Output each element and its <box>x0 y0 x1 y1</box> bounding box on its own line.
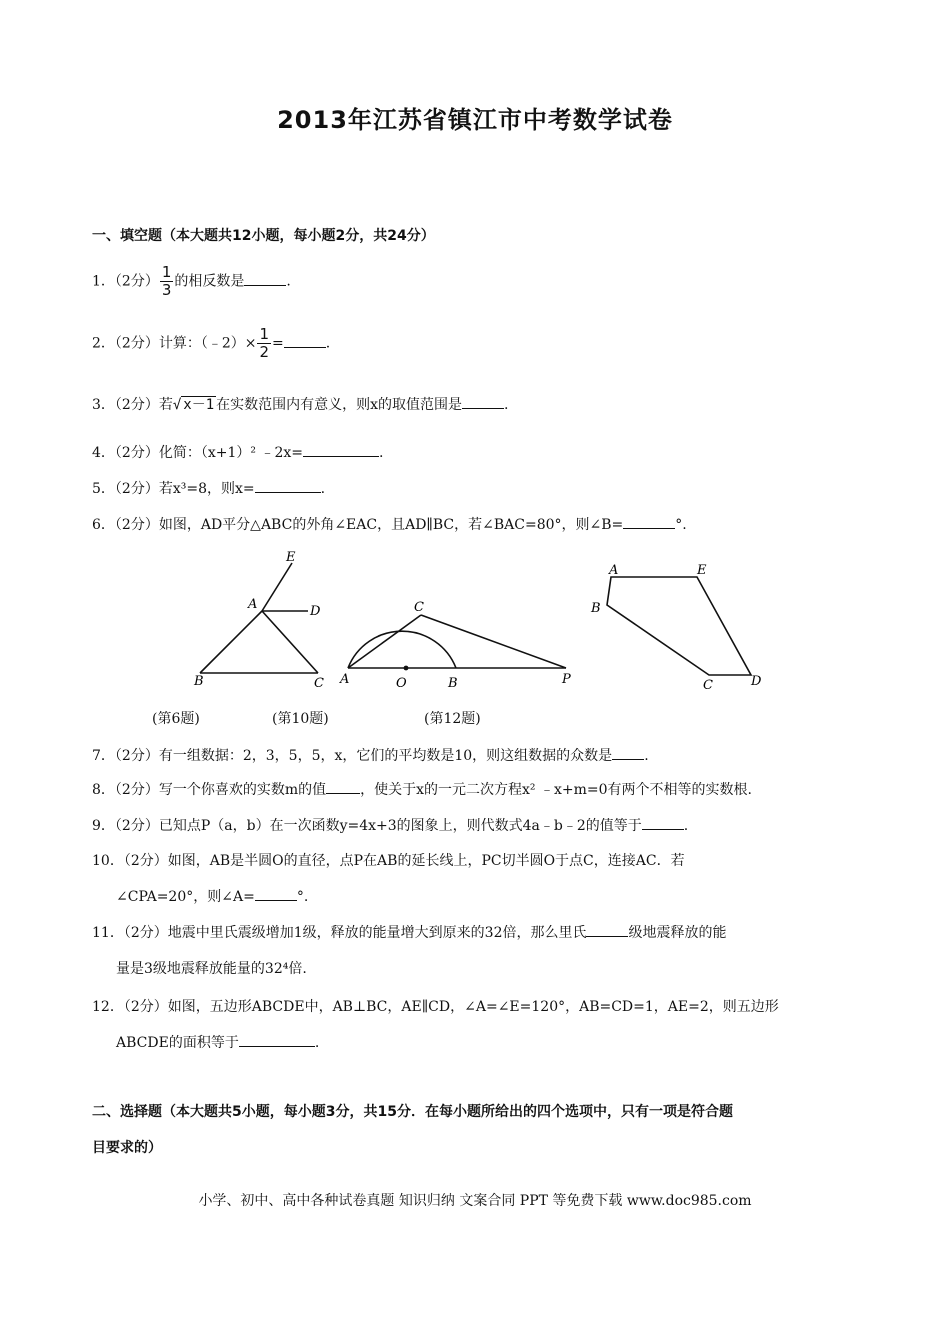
question-score: （2分） <box>123 925 168 941</box>
question-score: （2分） <box>114 397 159 413</box>
caption-q12: (第12题) <box>424 711 481 727</box>
page-title: 2013年江苏省镇江市中考数学试卷 <box>277 106 673 134</box>
segment-ab <box>200 611 262 673</box>
question-text: 如图，五边形ABCDE中，AB⊥BC，AE∥CD，∠A=∠E=120°，AB=CD=1，AE=2，则五边形 <box>167 999 779 1015</box>
page-footer: 小学、初中、高中各种试卷真题 知识归纳 文案合同 PPT 等免费下载 www.doc985.com <box>198 1193 752 1209</box>
fraction <box>257 326 271 361</box>
label-e: E <box>286 550 296 565</box>
question-10 <box>92 850 685 870</box>
answer-blank[interactable] <box>244 285 286 286</box>
question-12 <box>92 996 779 1016</box>
question-text: 若 <box>158 397 173 413</box>
label-p: P <box>562 672 571 687</box>
segment-ac <box>348 615 421 668</box>
answer-blank[interactable] <box>326 793 360 794</box>
question-end: . <box>325 335 331 352</box>
question-text: 若x³=8，则x= <box>158 481 255 497</box>
answer-blank[interactable] <box>255 900 297 901</box>
answer-blank[interactable] <box>284 347 326 348</box>
question-score: （2分） <box>114 818 159 834</box>
square-root: √ x－1 <box>172 397 215 413</box>
question-text: 化简：（x+1）² ﹣2x= <box>158 445 303 461</box>
question-5 <box>92 478 325 498</box>
label-d: D <box>310 604 321 619</box>
label-b: B <box>448 676 458 691</box>
question-number: 10． <box>92 853 124 869</box>
question-8 <box>92 779 752 799</box>
question-end: . <box>644 748 649 764</box>
question-score: （2分） <box>114 273 159 290</box>
answer-blank[interactable] <box>255 492 321 493</box>
answer-blank[interactable] <box>462 408 504 409</box>
question-end: . <box>314 1035 320 1051</box>
center-point-o <box>404 666 409 671</box>
question-10-line-2 <box>116 886 308 906</box>
answer-blank[interactable] <box>612 759 644 760</box>
question-9 <box>92 815 688 835</box>
question-text: ABCDE的面积等于 <box>116 1035 239 1051</box>
question-score: （2分） <box>114 481 159 497</box>
question-score: （2分） <box>114 748 159 764</box>
question-text: 在实数范围内有意义，则x的取值范围是 <box>216 397 463 413</box>
question-text: 已知点P（a，b）在一次函数y=4x+3的图象上，则代数式4a﹣b﹣2的值等于 <box>158 818 642 834</box>
section-heading-fill-in: 一、填空题（本大题共12小题，每小题2分，共24分） <box>92 228 435 244</box>
question-end: °. <box>675 517 687 533</box>
question-score: （2分） <box>114 517 159 533</box>
question-number: 5． <box>92 481 115 497</box>
segment-ac <box>262 611 318 673</box>
label-a: A <box>609 563 619 578</box>
section-heading-line-2: 目要求的） <box>92 1140 162 1156</box>
label-b: B <box>591 601 601 616</box>
label-a: A <box>340 672 350 687</box>
question-1 <box>92 264 291 299</box>
question-number: 3． <box>92 397 115 413</box>
question-end: . <box>504 397 509 413</box>
question-end: °. <box>296 889 309 905</box>
question-end: . <box>378 445 384 461</box>
question-number: 4． <box>92 445 115 461</box>
answer-blank[interactable] <box>303 456 379 457</box>
question-end: . <box>683 818 689 834</box>
question-11 <box>92 922 726 942</box>
label-e: E <box>697 563 707 578</box>
label-c: C <box>314 676 324 691</box>
question-number: 11． <box>92 925 124 941</box>
question-text: 如图，AB是半圆O的直径，点P在AB的延长线上，PC切半圆O于点C，连接AC．若 <box>167 853 685 869</box>
question-score: （2分） <box>114 782 159 798</box>
label-a: A <box>248 597 258 612</box>
question-text: ∠CPA=20°，则∠A= <box>116 889 255 905</box>
equals-sign: = <box>272 335 284 352</box>
question-score: （2分） <box>114 335 159 352</box>
question-end: ，使关于x的一元二次方程x² ﹣x+m=0有两个不相等的实数根. <box>360 782 752 798</box>
label-d: D <box>751 674 762 689</box>
question-3 <box>92 394 509 414</box>
tangent-pc <box>421 615 566 668</box>
question-score: （2分） <box>123 853 168 869</box>
question-12-line-2 <box>116 1032 319 1052</box>
question-2 <box>92 326 330 361</box>
pentagon-abcde <box>607 577 751 675</box>
figure-q10 <box>336 595 586 695</box>
question-end: . <box>320 481 326 497</box>
answer-blank[interactable] <box>239 1046 315 1047</box>
question-number: 2． <box>92 335 115 352</box>
figure-q12 <box>585 555 775 695</box>
question-text: 写一个你喜欢的实数m的值 <box>158 782 327 798</box>
question-6 <box>92 514 687 534</box>
fraction-denominator: 2 <box>259 343 270 361</box>
question-7 <box>92 745 649 765</box>
question-text: 有一组数据：2，3，5，5，x，它们的平均数是10，则这组数据的众数是 <box>158 748 613 764</box>
question-text: 级地震释放的能 <box>628 925 727 941</box>
question-4 <box>92 442 383 462</box>
question-number: 9． <box>92 818 115 834</box>
question-text: 量是3级地震释放能量的32⁴倍. <box>116 961 307 977</box>
question-text: 计算：（﹣2）× <box>158 335 257 352</box>
caption-q10: (第10题) <box>272 711 329 727</box>
question-number: 12． <box>92 999 124 1015</box>
answer-blank[interactable] <box>642 829 684 830</box>
question-number: 8． <box>92 782 115 798</box>
label-b: B <box>194 674 204 689</box>
question-score: （2分） <box>114 445 159 461</box>
ray-ae <box>262 563 292 611</box>
section-heading-line-1: 二、选择题（本大题共5小题，每小题3分，共15分．在每小题所给出的四个选项中，只有一项是符合题 <box>92 1104 733 1120</box>
answer-blank[interactable] <box>623 528 675 529</box>
question-text: 的相反数是 <box>174 273 245 290</box>
question-number: 6． <box>92 517 115 533</box>
semicircle <box>348 631 456 668</box>
answer-blank[interactable] <box>586 936 628 937</box>
label-c: C <box>414 600 424 615</box>
radicand: x－1 <box>183 397 215 413</box>
label-o: O <box>396 676 407 691</box>
fraction-numerator: 1 <box>161 263 172 281</box>
fraction <box>160 264 174 299</box>
fraction-numerator: 1 <box>259 325 270 343</box>
question-text: 如图，AD平分△ABC的外角∠EAC，且AD∥BC，若∠BAC=80°，则∠B= <box>158 517 624 533</box>
section-heading-multiple-choice <box>92 1094 882 1166</box>
question-score: （2分） <box>123 999 168 1015</box>
question-text: 地震中里氏震级增加1级，释放的能量增大到原来的32倍，那么里氏 <box>167 925 587 941</box>
question-11-line-2 <box>116 958 307 978</box>
caption-q6: (第6题) <box>152 711 200 727</box>
question-number: 7． <box>92 748 115 764</box>
question-end: . <box>286 273 291 290</box>
fraction-denominator: 3 <box>161 281 172 299</box>
label-c: C <box>703 678 713 693</box>
question-number: 1． <box>92 273 115 290</box>
figure-q6 <box>180 545 340 695</box>
